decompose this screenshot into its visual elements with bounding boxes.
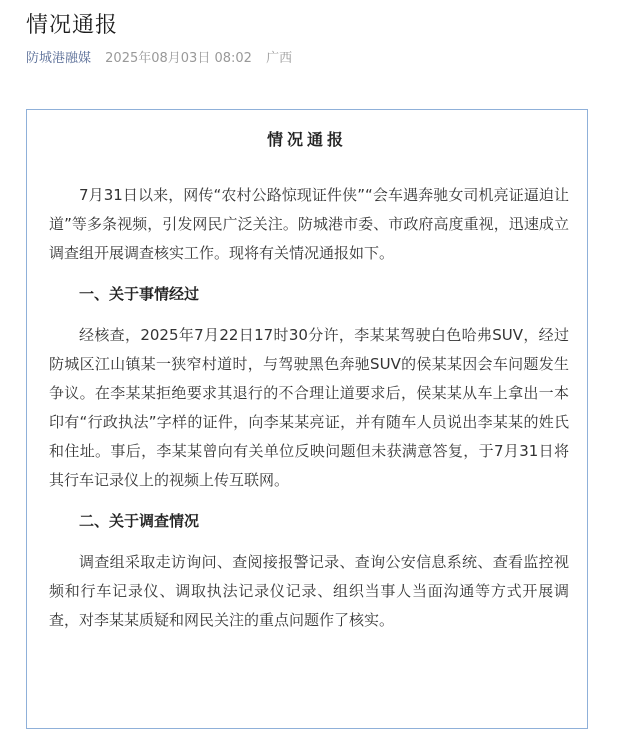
article-title: 情况通报: [26, 13, 119, 38]
section-paragraph-2: 调查组采取走访询问、查阅接报警记录、查询公安信息系统、查看监控视频和行车记录仪、调取执法记录仪记录、组织当事人当面沟通等方式开展调查，对李某某质疑和网民关注的重点问题作了核实。: [49, 553, 569, 629]
section-heading-1: 一、关于事情经过: [79, 285, 200, 303]
intro-paragraph: 7月31日以来，网传“农村公路惊现证件侠”“会车遇奔驰女司机亮证逼迫让道”等多条视频，引发网民广泛关注。防城港市委、市政府高度重视，迅速成立调查组开展调查核实工作。现将有关情况通报如下。: [49, 186, 569, 262]
article-meta: [26, 47, 292, 66]
notice-body: [27, 181, 587, 635]
notice-heading: 情况通报: [266, 130, 347, 149]
section-heading-2: 二、关于调查情况: [79, 512, 200, 530]
section-paragraph-1: 经核查，2025年7月22日17时30分许，李某某驾驶白色哈弗SUV，经过防城区江山镇某一狭窄村道时，与驾驶黑色奔驰SUV的侯某某因会车问题发生争议。在李某某拒绝要求其退行的不合理让道要求后，侯某某从车上拿出一本印有“行政执法”字样的证件，向李某某亮证，并有随车人员说出李某某的姓氏和住址。事后，李某某曾向有关单位反映问题但未获满意答复，于7月31日将其行车记录仪上的视频上传互联网。: [49, 326, 569, 489]
notice-box: [26, 109, 588, 729]
publish-region: 广西: [266, 51, 293, 66]
publish-date: 2025年08月03日 08:02: [105, 51, 252, 66]
source-link[interactable]: 防城港融媒: [26, 51, 92, 66]
